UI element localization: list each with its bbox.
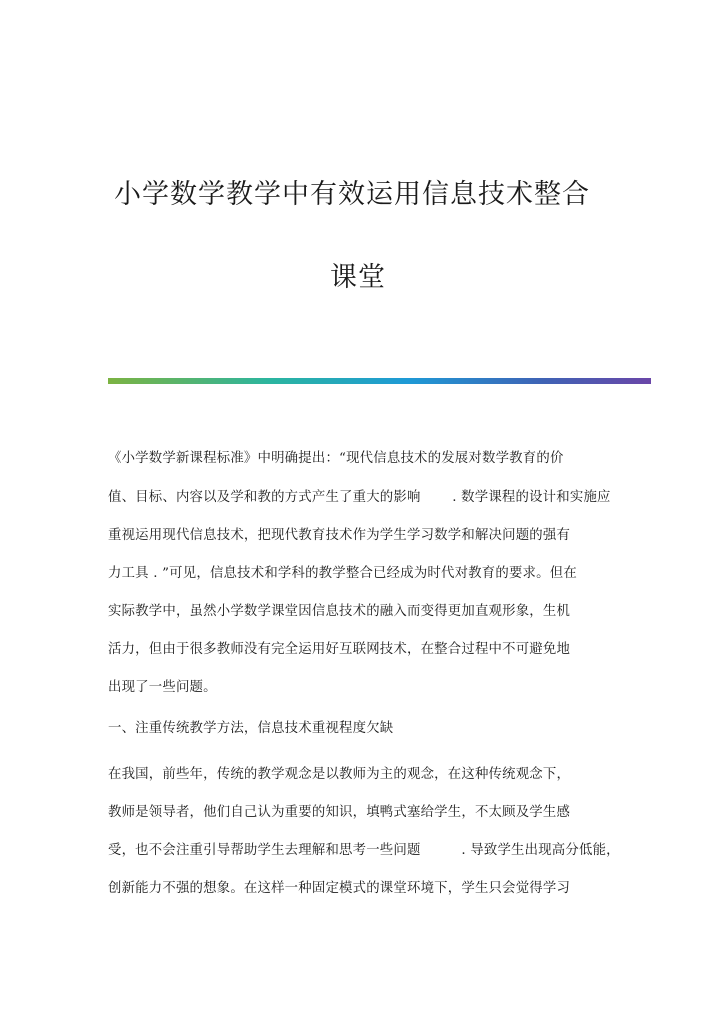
paragraph-line: 在我国，前些年，传统的教学观念是以教师为主的观念，在这种传统观念下， (108, 767, 571, 782)
document-title-continued: 课堂 (330, 262, 386, 293)
section-heading: 一、注重传统教学方法，信息技术重视程度欠缺 (108, 721, 394, 736)
paragraph-line: 重视运用现代信息技术，把现代教育技术作为学生学习数学和解决问题的强有 (108, 528, 571, 543)
paragraph-line: 出现了一些问题。 (108, 680, 217, 695)
paragraph-line: 《小学数学新课程标准》中明确提出：“现代信息技术的发展对数学教育的价 (108, 451, 564, 466)
gradient-divider (108, 378, 651, 384)
paragraph-line: 活力，但由于很多教师没有完全运用好互联网技术，在整合过程中不可避免地 (108, 642, 571, 657)
paragraph-line: 教师是领导者，他们自己认为重要的知识，填鸭式塞给学生，不太顾及学生感 (108, 805, 571, 820)
paragraph-line: 实际教学中，虽然小学数学课堂因信息技术的融入而变得更加直观形象，生机 (108, 604, 571, 619)
paragraph-line: 创新能力不强的想象。在这样一种固定模式的课堂环境下，学生只会觉得学习 (108, 881, 571, 896)
paragraph-line: 力工具 . ”可见，信息技术和学科的教学整合已经成为时代对教育的要求。但在 (108, 566, 577, 581)
paragraph-line: 受，也不会注重引导帮助学生去理解和思考一些问题 . 导致学生出现高分低能， (108, 843, 620, 858)
document-title: 小学数学教学中有效运用信息技术整合 (114, 179, 590, 210)
paragraph-line: 值、目标、内容以及学和教的方式产生了重大的影响 . 数学课程的设计和实施应 (108, 490, 611, 505)
